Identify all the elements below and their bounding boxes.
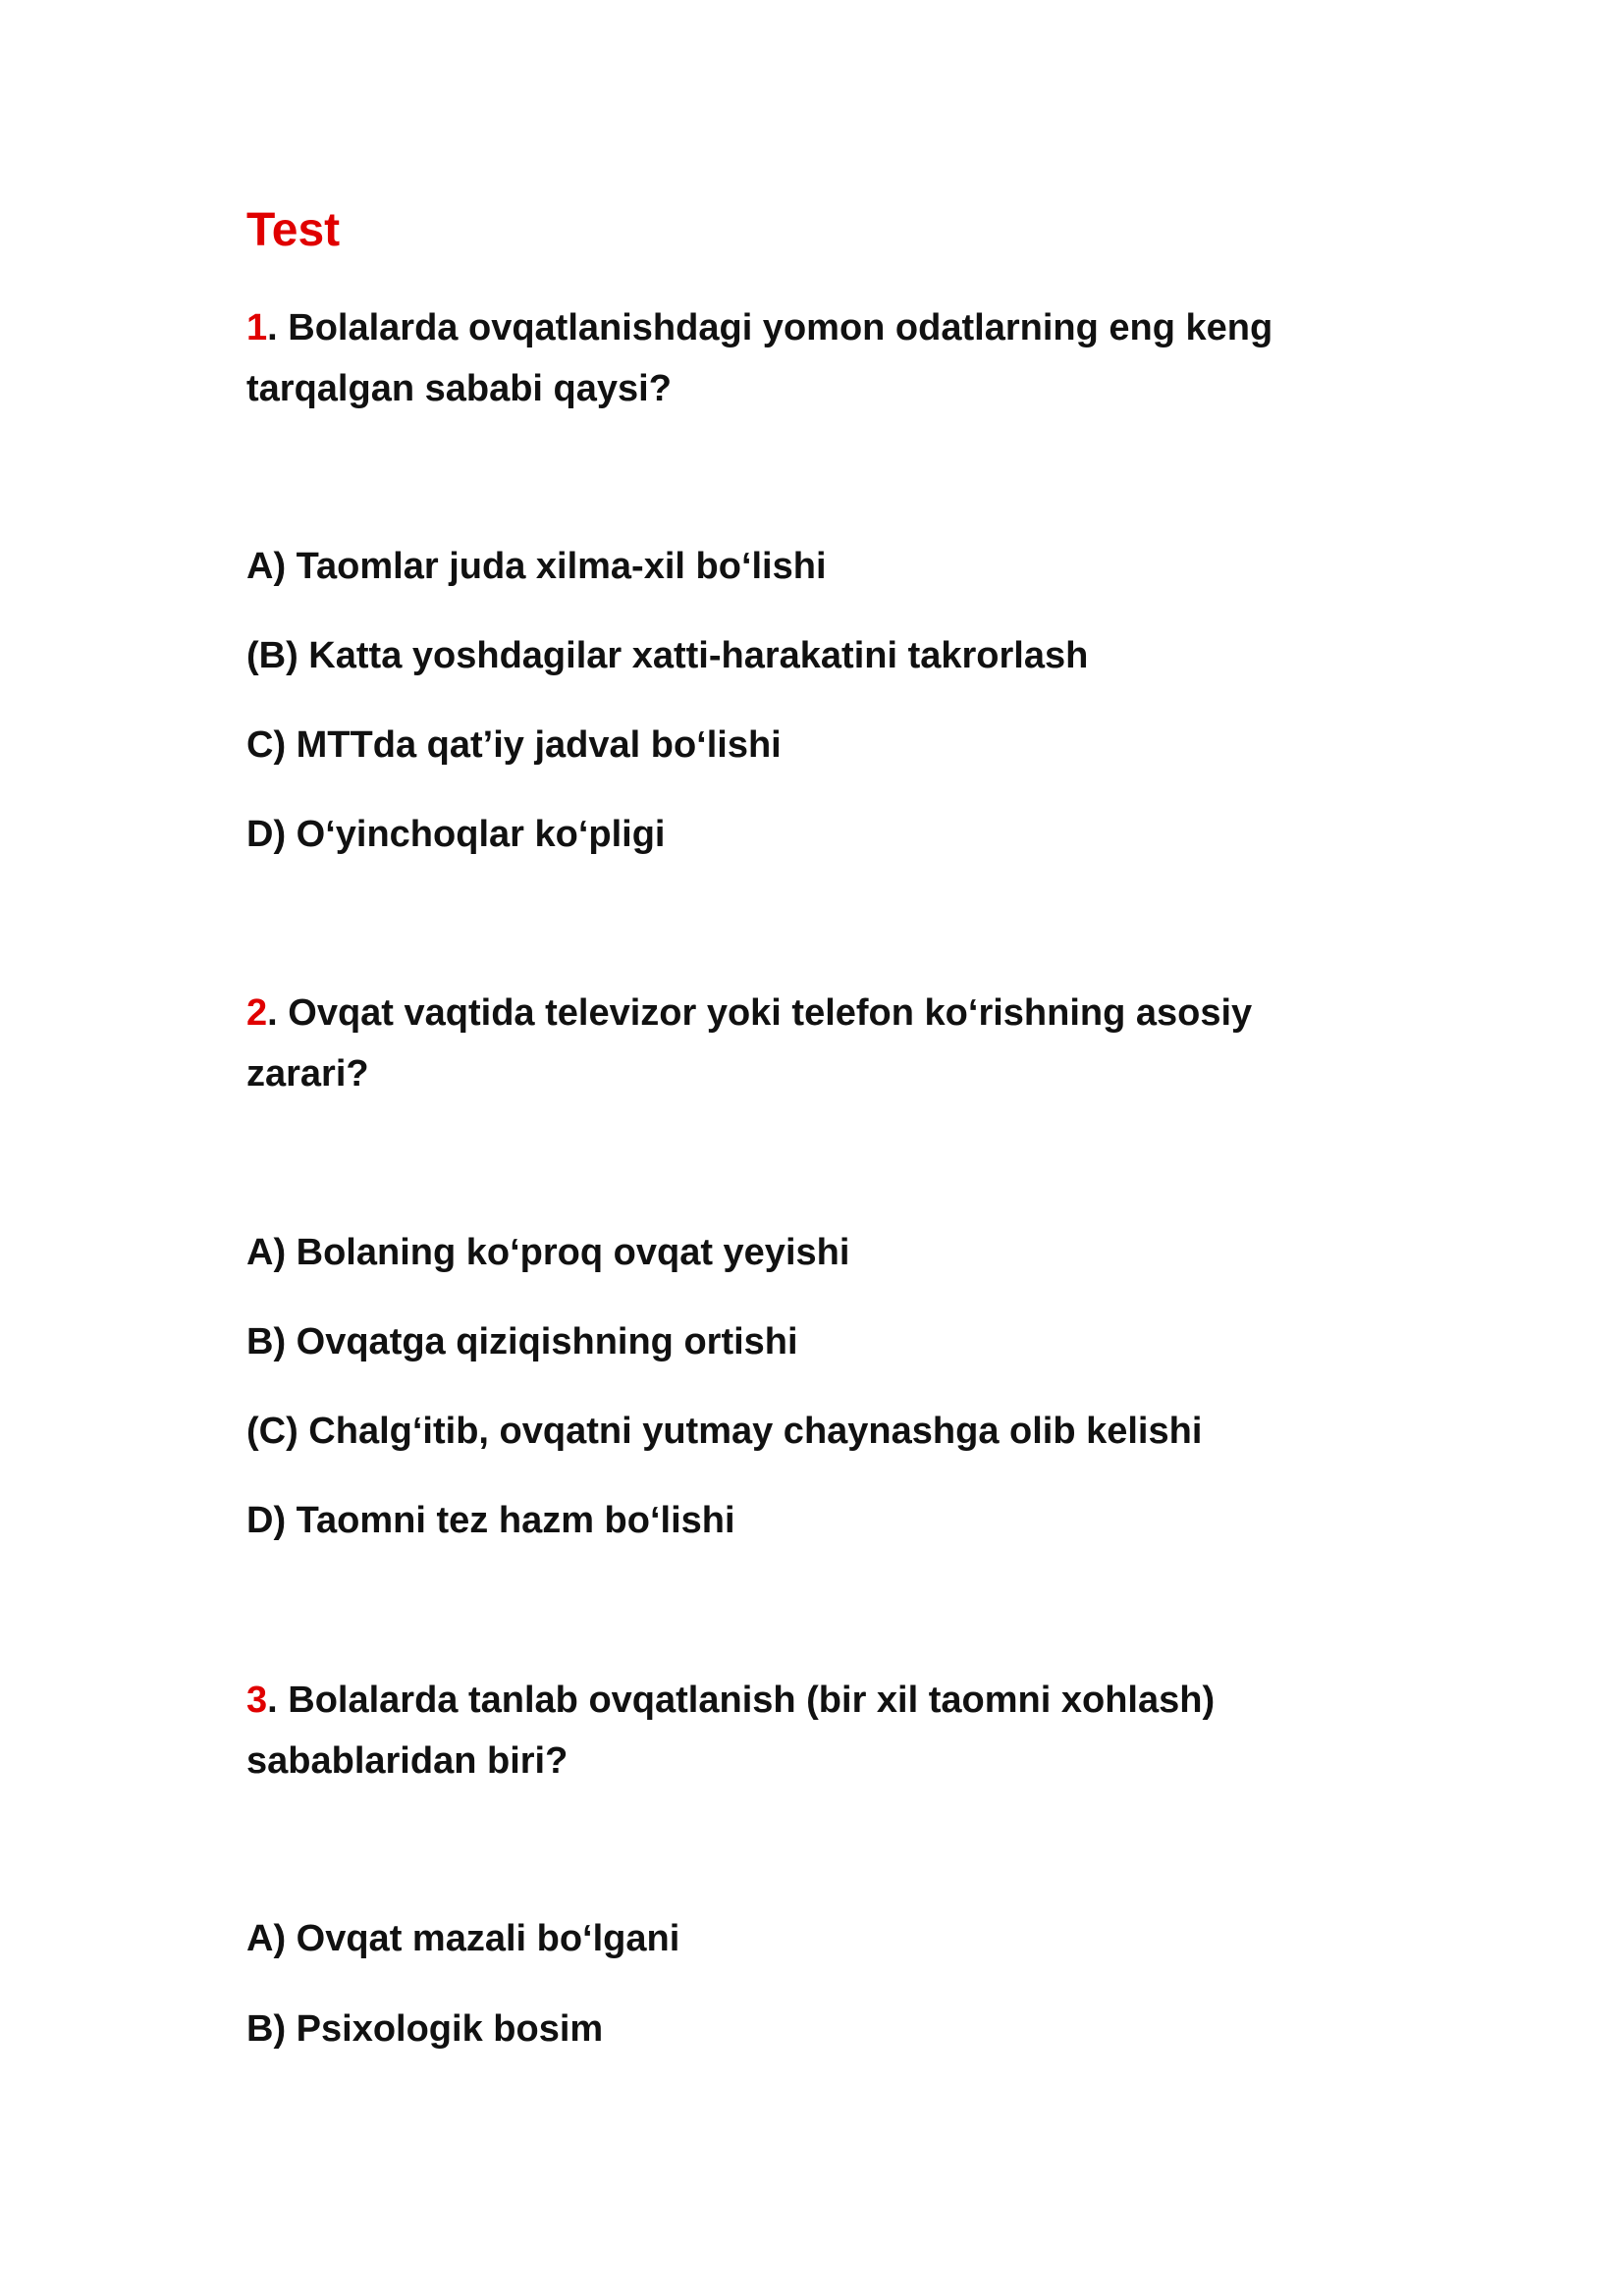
question-3-option-b: B) Psixologik bosim	[246, 2008, 604, 2050]
question-2-number: 2	[246, 992, 268, 1034]
question-3-number: 3	[246, 1680, 268, 1721]
question-1-option-d: D) O‘yinchoqlar ko‘pligi	[246, 814, 666, 855]
question-1-text-line1: 1. Bolalarda ovqatlanishdagi yomon odatlarning eng keng	[246, 307, 1273, 348]
question-1-number: 1	[246, 307, 268, 348]
question-3-option-a: A) Ovqat mazali bo‘lgani	[246, 1918, 680, 1959]
question-2-option-c: (C) Chalg‘itib, ovqatni yutmay chaynashga olib kelishi	[246, 1411, 1203, 1452]
question-1-option-a: A) Taomlar juda xilma-xil bo‘lishi	[246, 546, 827, 587]
question-2-text-line2: zarari?	[246, 1053, 369, 1095]
question-2-option-a: A) Bolaning ko‘proq ovqat yeyishi	[246, 1232, 850, 1273]
question-2-option-b: B) Ovqatga qiziqishning ortishi	[246, 1321, 798, 1362]
question-1-text-line2: tarqalgan sababi qaysi?	[246, 368, 672, 409]
question-1-option-c: C) MTTda qat’iy jadval bo‘lishi	[246, 724, 782, 766]
question-1-option-b: (B) Katta yoshdagilar xatti-harakatini takrorlash	[246, 635, 1089, 676]
question-3-text-line1: 3. Bolalarda tanlab ovqatlanish (bir xil taomni xohlash)	[246, 1680, 1216, 1721]
question-2-option-d: D) Taomni tez hazm bo‘lishi	[246, 1500, 735, 1541]
question-2-text-line1: 2. Ovqat vaqtida televizor yoki telefon ko‘rishning asosiy	[246, 992, 1253, 1034]
question-3-text-line2: sabablaridan biri?	[246, 1740, 568, 1782]
document-title: Test	[246, 204, 341, 256]
